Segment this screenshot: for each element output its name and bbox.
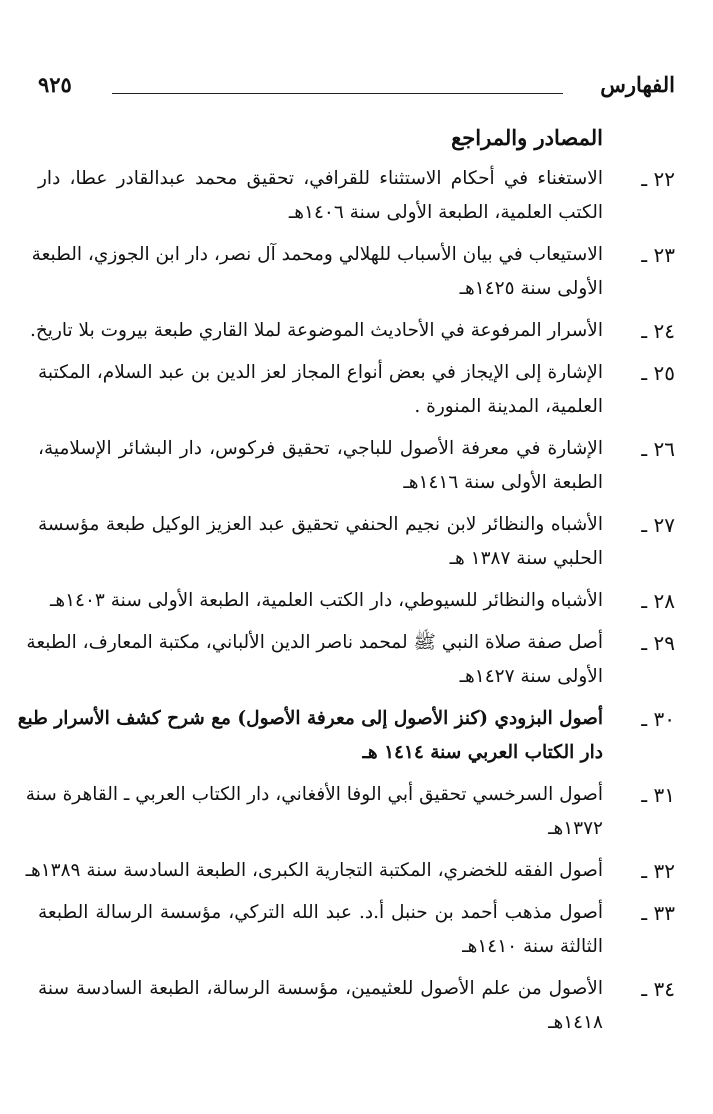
reference-number: ٣٣ ـ bbox=[641, 901, 675, 925]
reference-text-line: الأولى سنة ١٤٢٧هـ bbox=[459, 666, 603, 687]
reference-text-line: الحلبي سنة ١٣٨٧ هـ bbox=[449, 548, 603, 569]
reference-number: ٣٤ ـ bbox=[641, 977, 675, 1001]
reference-text-line: أصول السرخسي تحقيق أبي الوفا الأفغاني، دار الكتاب العربي ـ القاهرة سنة bbox=[25, 784, 603, 805]
reference-entry bbox=[25, 854, 675, 888]
reference-text-line: أصل صفة صلاة النبي ﷺ لمحمد ناصر الدين الألباني، مكتبة المعارف، الطبعة bbox=[26, 632, 603, 653]
references-list bbox=[17, 162, 675, 1048]
reference-text-line: الكتب العلمية، الطبعة الأولى سنة ١٤٠٦هـ bbox=[288, 202, 603, 223]
reference-number: ٢٧ ـ bbox=[641, 513, 675, 537]
section-heading: المصادر والمراجع bbox=[451, 125, 603, 150]
reference-number: ٢٨ ـ bbox=[641, 589, 675, 613]
reference-number: ٣١ ـ bbox=[641, 783, 675, 807]
reference-number: ٢٩ ـ bbox=[641, 631, 675, 655]
reference-entry bbox=[38, 356, 675, 424]
reference-entry bbox=[38, 162, 675, 230]
reference-number: ٢٣ ـ bbox=[641, 243, 675, 267]
reference-number: ٢٥ ـ bbox=[641, 361, 675, 385]
page-number: ٩٢٥ bbox=[38, 72, 72, 97]
reference-entry bbox=[31, 238, 675, 306]
reference-text-line: الأشباه والنظائر للسيوطي، دار الكتب العلمية، الطبعة الأولى سنة ١٤٠٣هـ bbox=[49, 590, 603, 611]
reference-text-line: الأولى سنة ١٤٢٥هـ bbox=[459, 278, 603, 299]
reference-number: ٢٢ ـ bbox=[641, 167, 675, 191]
reference-text-line: العلمية، المدينة المنورة . bbox=[414, 396, 603, 417]
reference-text-line: أصول البزودي (كنز الأصول إلى معرفة الأصول) مع شرح كشف الأسرار طبع bbox=[17, 708, 603, 729]
reference-text-line: الاستيعاب في بيان الأسباب للهلالي ومحمد آل نصر، دار ابن الجوزي، الطبعة bbox=[31, 244, 603, 265]
reference-number: ٣٠ ـ bbox=[641, 707, 675, 731]
reference-entry bbox=[26, 626, 675, 694]
reference-entry bbox=[25, 778, 675, 846]
reference-text-line: الإشارة في معرفة الأصول للباجي، تحقيق فركوس، دار البشائر الإسلامية، bbox=[38, 438, 603, 459]
reference-text-line: أصول مذهب أحمد بن حنبل أ.د. عبد الله التركي، مؤسسة الرسالة الطبعة bbox=[38, 902, 603, 923]
reference-text-line: الإشارة إلى الإيجاز في بعض أنواع المجاز لعز الدين بن عبد السلام، المكتبة bbox=[38, 362, 603, 383]
header-rule bbox=[112, 93, 563, 94]
reference-entry bbox=[38, 896, 675, 964]
reference-entry bbox=[38, 508, 675, 576]
reference-entry bbox=[29, 314, 675, 348]
reference-text-line: أصول الفقه للخضري، المكتبة التجارية الكبرى، الطبعة السادسة سنة ١٣٨٩هـ bbox=[25, 860, 603, 881]
reference-text-line: الثالثة سنة ١٤١٠هـ bbox=[462, 936, 603, 957]
reference-text-line: الأشباه والنظائر لابن نجيم الحنفي تحقيق عبد العزيز الوكيل طبعة مؤسسة bbox=[38, 514, 603, 535]
reference-number: ٢٤ ـ bbox=[641, 319, 675, 343]
reference-entry bbox=[17, 702, 675, 770]
reference-number: ٢٦ ـ bbox=[641, 437, 675, 461]
reference-text-line: ١٣٧٢هـ bbox=[548, 818, 603, 839]
reference-entry bbox=[38, 972, 675, 1040]
reference-text-line: الأسرار المرفوعة في الأحاديث الموضوعة لملا القاري طبعة بيروت بلا تاريخ. bbox=[29, 320, 603, 341]
reference-entry bbox=[38, 432, 675, 500]
page-header bbox=[38, 72, 675, 98]
reference-text-line: دار الكتاب العربي سنة ١٤١٤ هـ bbox=[362, 742, 603, 763]
reference-entry bbox=[38, 584, 675, 618]
reference-text-line: الاستغناء في أحكام الاستثناء للقرافي، تحقيق محمد عبدالقادر عطا، دار bbox=[38, 168, 603, 189]
reference-text-line: الأصول من علم الأصول للعثيمين، مؤسسة الرسالة، الطبعة السادسة سنة bbox=[38, 978, 603, 999]
running-title: الفهارس bbox=[600, 72, 675, 97]
reference-number: ٣٢ ـ bbox=[641, 859, 675, 883]
reference-text-line: الطبعة الأولى سنة ١٤١٦هـ bbox=[403, 472, 603, 493]
reference-text-line: ١٤١٨هـ bbox=[548, 1012, 603, 1033]
